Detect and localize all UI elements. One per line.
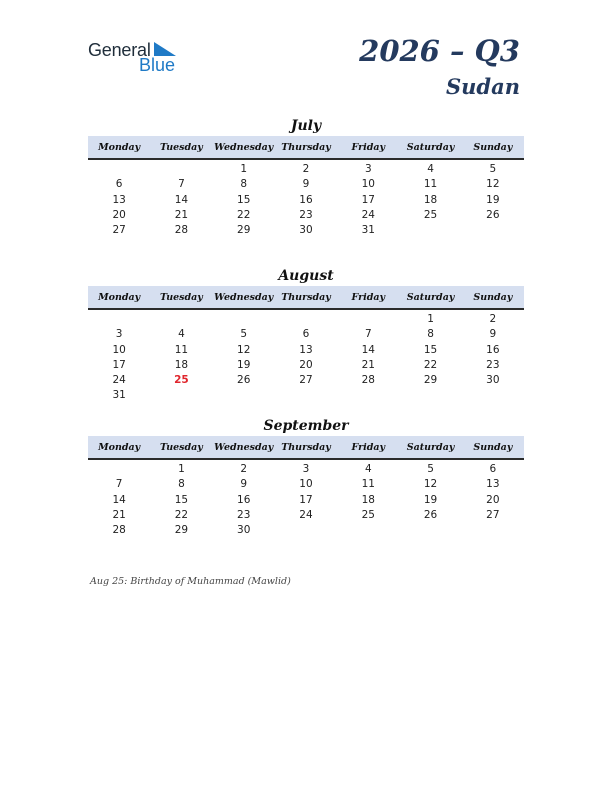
empty-day-cell	[213, 312, 275, 327]
weekday-label: Saturday	[406, 441, 455, 453]
weekday-label: Tuesday	[160, 291, 203, 303]
weekday-label: Sunday	[473, 441, 513, 453]
day-cell: 21	[174, 208, 189, 221]
day-cell: 20	[112, 208, 126, 221]
day-cell: 25	[361, 508, 375, 521]
day-cell: 9	[302, 178, 310, 191]
empty-day-cell	[150, 162, 212, 177]
day-cell: 8	[427, 328, 434, 341]
empty-day-cell	[275, 388, 337, 403]
day-cell: 28	[174, 224, 189, 237]
month-name: September	[263, 418, 349, 434]
day-cell: 11	[174, 343, 189, 356]
day-cell: 29	[423, 374, 438, 387]
day-cell: 21	[112, 508, 126, 521]
month-name: July	[290, 118, 322, 134]
day-cell: 29	[174, 524, 189, 537]
empty-day-cell	[337, 388, 399, 403]
empty-day-cell	[150, 312, 212, 327]
day-cell: 14	[361, 343, 375, 356]
day-cell: 14	[112, 493, 126, 506]
day-cell: 16	[299, 193, 313, 206]
weekday-header	[88, 436, 524, 460]
day-cell: 23	[299, 208, 313, 221]
weekday-header	[88, 136, 524, 160]
empty-day-cell	[88, 312, 150, 327]
day-cell: 16	[237, 493, 251, 506]
day-cell: 5	[489, 163, 497, 175]
day-cell: 20	[486, 493, 500, 506]
day-cell: 3	[364, 163, 372, 175]
day-cell: 17	[112, 358, 126, 371]
weekday-label: Wednesday	[214, 141, 274, 153]
day-cell: 12	[237, 343, 251, 356]
day-cell: 13	[299, 343, 313, 356]
day-cell: 2	[302, 163, 310, 175]
weekday-label: Thursday	[281, 441, 331, 453]
day-cell: 26	[423, 508, 438, 521]
day-cell: 18	[361, 493, 375, 506]
empty-day-cell	[275, 312, 337, 327]
day-cell: 15	[423, 343, 438, 356]
holiday-note: Aug 25: Birthday of Muhammad (Mawlid)	[90, 576, 291, 587]
empty-day-cell	[462, 223, 524, 238]
country-subtitle: Sudan	[446, 74, 520, 99]
day-cell: 18	[423, 193, 438, 206]
day-cell: 14	[174, 193, 189, 206]
day-cell: 22	[237, 208, 251, 221]
day-cell: 9	[240, 478, 248, 491]
empty-day-cell	[462, 523, 524, 538]
weekday-label: Friday	[351, 441, 386, 453]
day-cell: 31	[112, 389, 126, 402]
day-cell: 6	[115, 178, 123, 191]
weekday-label: Friday	[351, 291, 386, 303]
day-cell: 10	[299, 478, 313, 491]
day-cell: 3	[115, 328, 123, 341]
logo	[88, 40, 188, 80]
day-cell: 13	[486, 478, 500, 491]
day-cell: 20	[299, 358, 313, 371]
month-august	[88, 266, 524, 404]
day-cell: 10	[112, 343, 126, 356]
day-cell: 2	[489, 313, 497, 325]
day-cell: 27	[486, 508, 500, 521]
day-cell: 19	[423, 493, 438, 506]
weekday-label: Saturday	[406, 291, 455, 303]
day-cell: 1	[240, 163, 248, 175]
weekday-label: Wednesday	[214, 441, 274, 453]
empty-day-cell	[399, 388, 461, 403]
day-cell: 18	[174, 358, 189, 371]
day-cell: 24	[299, 508, 313, 521]
day-cell: 8	[178, 478, 185, 491]
weekday-label: Tuesday	[160, 441, 203, 453]
day-cell: 15	[174, 493, 189, 506]
day-cell: 4	[427, 163, 434, 175]
weekday-label: Monday	[98, 291, 141, 303]
empty-day-cell	[337, 523, 399, 538]
day-cell: 21	[361, 358, 375, 371]
day-cell: 16	[486, 343, 500, 356]
empty-day-cell	[88, 462, 150, 477]
day-cell: 25	[423, 208, 438, 221]
day-cell: 24	[112, 374, 126, 387]
day-cell: 6	[489, 463, 497, 475]
weekday-header	[88, 286, 524, 310]
empty-day-cell	[213, 388, 275, 403]
day-cell: 1	[178, 463, 185, 475]
day-cell: 6	[302, 328, 310, 341]
empty-day-cell	[275, 523, 337, 538]
day-cell: 12	[486, 178, 500, 191]
day-cell: 28	[361, 374, 375, 387]
logo-general-text: General	[88, 40, 151, 60]
month-july	[88, 116, 524, 238]
day-cell: 23	[486, 358, 500, 371]
weekday-label: Monday	[98, 441, 141, 453]
day-cell: 17	[299, 493, 313, 506]
weekday-label: Thursday	[281, 141, 331, 153]
weekday-label: Monday	[98, 141, 141, 153]
day-cell: 19	[237, 358, 251, 371]
page-title: 2026 – Q3	[359, 34, 520, 68]
empty-day-cell	[399, 523, 461, 538]
day-cell: 30	[486, 374, 500, 387]
month-name: August	[278, 268, 334, 284]
weekday-label: Thursday	[281, 291, 331, 303]
weekday-label: Wednesday	[214, 291, 274, 303]
day-cell: 1	[427, 313, 434, 325]
weekday-label: Sunday	[473, 141, 513, 153]
weekday-label: Tuesday	[160, 141, 203, 153]
empty-day-cell	[462, 388, 524, 403]
day-cell: 27	[299, 374, 313, 387]
day-cell: 13	[112, 193, 126, 206]
day-cell: 11	[361, 478, 375, 491]
day-cell: 26	[486, 208, 500, 221]
day-cell: 2	[240, 463, 248, 475]
day-cell: 5	[427, 463, 434, 475]
day-cell: 12	[423, 478, 438, 491]
empty-day-cell	[337, 312, 399, 327]
day-cell: 7	[178, 178, 185, 191]
day-cell: 15	[237, 193, 251, 206]
holiday-day-cell: 25	[174, 374, 189, 387]
day-cell: 4	[364, 463, 372, 475]
day-cell: 5	[240, 328, 248, 341]
day-cell: 28	[112, 524, 126, 537]
day-cell: 29	[237, 224, 251, 237]
day-cell: 23	[237, 508, 251, 521]
day-grid	[88, 462, 524, 538]
weekday-label: Saturday	[406, 141, 455, 153]
day-cell: 7	[364, 328, 372, 341]
day-cell: 27	[112, 224, 126, 237]
day-grid	[88, 162, 524, 238]
day-cell: 11	[423, 178, 438, 191]
month-september	[88, 416, 524, 538]
day-grid	[88, 312, 524, 404]
empty-day-cell	[399, 223, 461, 238]
empty-day-cell	[88, 162, 150, 177]
day-cell: 26	[237, 374, 251, 387]
day-cell: 9	[489, 328, 497, 341]
empty-day-cell	[150, 388, 212, 403]
day-cell: 10	[361, 178, 375, 191]
day-cell: 31	[361, 224, 375, 237]
day-cell: 7	[115, 478, 123, 491]
weekday-label: Friday	[351, 141, 386, 153]
day-cell: 22	[174, 508, 189, 521]
day-cell: 30	[299, 224, 313, 237]
day-cell: 4	[178, 328, 185, 341]
day-cell: 24	[361, 208, 375, 221]
logo-blue-text: Blue	[139, 55, 176, 75]
day-cell: 19	[486, 193, 500, 206]
day-cell: 22	[423, 358, 438, 371]
day-cell: 8	[240, 178, 248, 191]
day-cell: 17	[361, 193, 375, 206]
day-cell: 30	[237, 524, 251, 537]
day-cell: 3	[302, 463, 310, 475]
weekday-label: Sunday	[473, 291, 513, 303]
